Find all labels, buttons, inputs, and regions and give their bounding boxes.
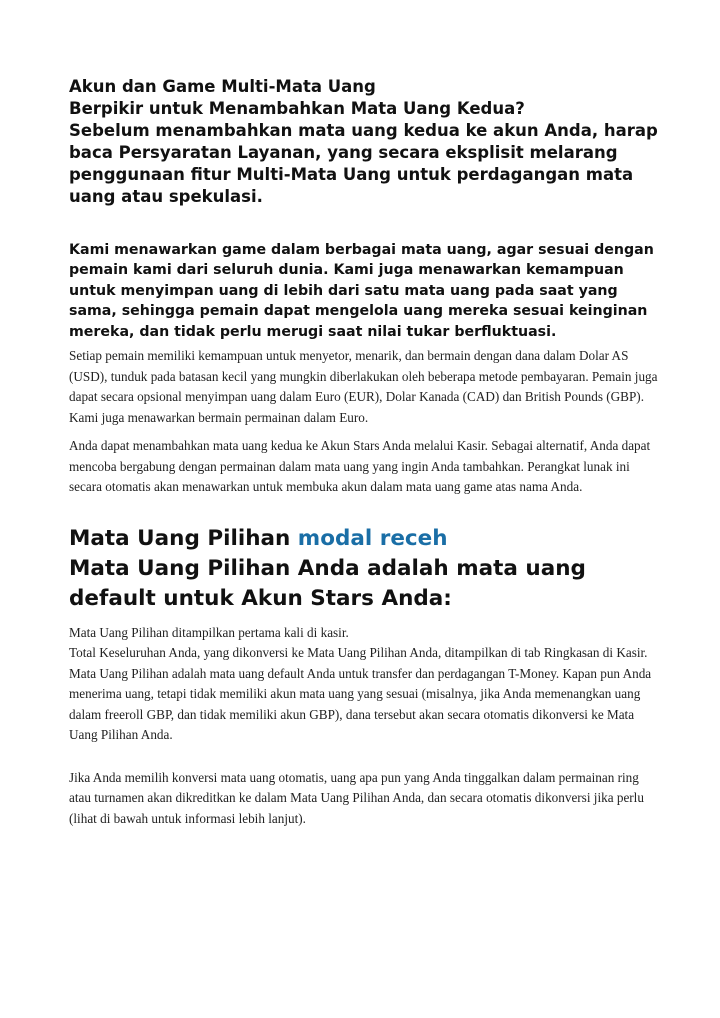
section-subtitle: Mata Uang Pilihan Anda adalah mata uang default untuk Akun Stars Anda: — [69, 555, 586, 611]
paragraph-currencies: Setiap pemain memiliki kemampuan untuk menyetor, menarik, dan bermain dengan dana dalam Dolar AS (USD), tunduk pada batasan kecil yang mungkin diberlakukan oleh beberapa metode pembayaran. Pemain juga dapat secara opsional menyimpan uang dalam Euro (EUR), Dolar Kanada (CAD) dan British Pounds (GBP). Kami juga menawarkan bermain permainan dalam Euro. — [69, 348, 658, 425]
heading-warning: Sebelum menambahkan mata uang kedua ke akun Anda, harap baca Persyaratan Layanan, yang secara eksplisit melarang penggunaan fitur Multi-Mata Uang untuk perdagangan mata uang atau spekulasi. — [69, 121, 658, 206]
modal-receh-link[interactable]: modal receh — [297, 525, 448, 551]
section-line: Mata Uang Pilihan adalah mata uang default Anda untuk transfer dan perdagangan T-Money. Kapan pun Anda menerima uang, tetapi tidak memiliki akun mata uang yang sesuai (misalnya, jika Anda memenangkan uang dalam freeroll GBP, dan tidak memiliki akun GBP), dana tersebut akan secara otomatis dikonversi ke Mata Uang Pilihan Anda. — [69, 665, 652, 743]
section-line: Mata Uang Pilihan ditampilkan pertama kali di kasir. — [69, 624, 349, 640]
document-content — [69, 76, 659, 829]
section-title-text: Mata Uang Pilihan — [69, 525, 298, 551]
paragraph-auto-conversion: Jika Anda memilih konversi mata uang otomatis, uang apa pun yang Anda tinggalkan dalam permainan ring atau turnamen akan dikreditkan ke dalam Mata Uang Pilihan Anda, dan secara otomatis dikonversi jika perlu (lihat di bawah untuk informasi lebih lanjut). — [69, 769, 644, 826]
heading-question: Berpikir untuk Menambahkan Mata Uang Kedua? — [69, 99, 525, 118]
paragraph-add-currency: Anda dapat menambahkan mata uang kedua ke Akun Stars Anda melalui Kasir. Sebagai alternatif, Anda dapat mencoba bergabung dengan permainan dalam mata uang yang ingin Anda tambahkan. Perangkat lunak ini secara otomatis akan menawarkan untuk membuka akun dalam mata uang game atas nama Anda. — [69, 438, 651, 495]
heading-title: Akun dan Game Multi-Mata Uang — [69, 77, 376, 96]
section-heading — [69, 524, 659, 614]
section-line: Total Keseluruhan Anda, yang dikonversi ke Mata Uang Pilihan Anda, ditampilkan di tab Ringkasan di Kasir. — [69, 645, 648, 661]
heading-block — [69, 76, 659, 208]
intro-paragraph: Kami menawarkan game dalam berbagai mata uang, agar sesuai dengan pemain kami dari seluruh dunia. Kami juga menawarkan kemampuan untuk menyimpan uang di lebih dari satu mata uang pada saat yang sama, sehingga pemain dapat mengelola uang mereka sesuai keinginan mereka, dan tidak perlu merugi saat nilai tukar berfluktuasi. — [69, 242, 654, 340]
section-lines — [69, 623, 659, 746]
section-title — [69, 524, 659, 554]
